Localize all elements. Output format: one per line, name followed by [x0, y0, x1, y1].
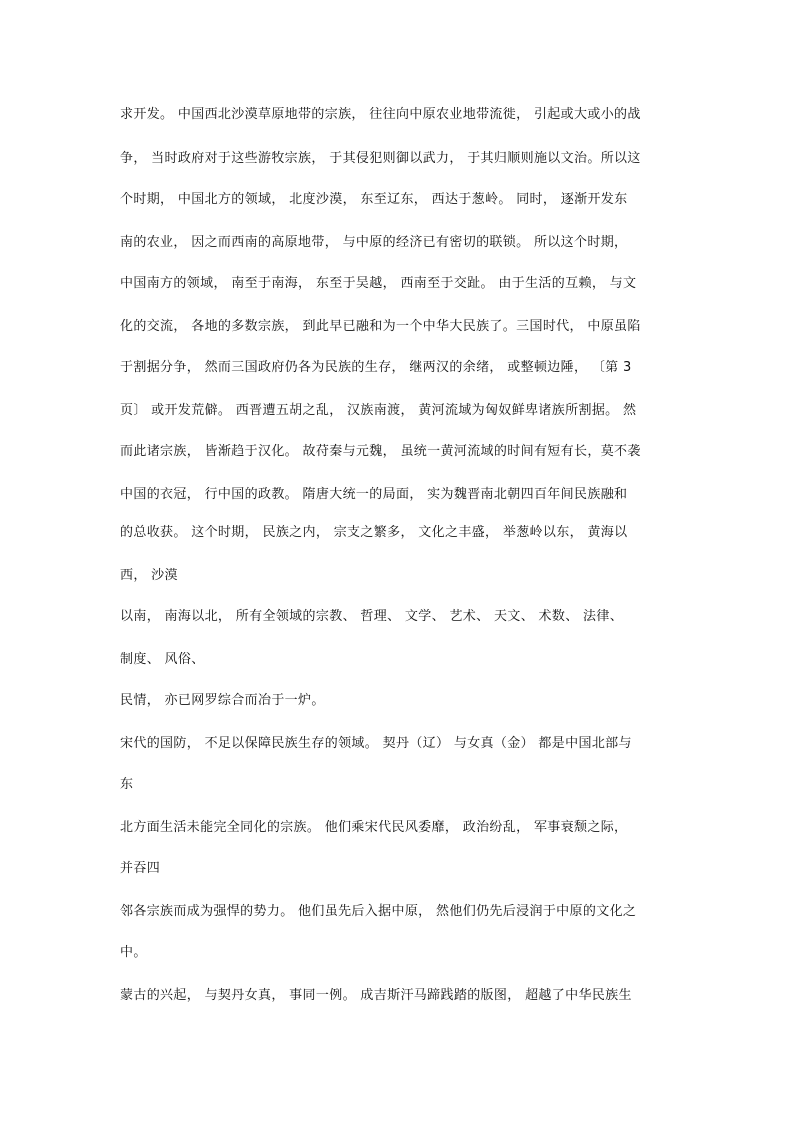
text-line: 个时期， 中国北方的领域， 北度沙漠， 东至辽东， 西达于葱岭。 同时， 逐渐开发东	[120, 192, 628, 207]
text-line: 以南， 南海以北， 所有全领域的宗教、 哲理、 文学、 艺术、 天文、 术数、 法律、	[120, 609, 624, 624]
text-line: 页〕 或开发荒僻。 西晋遭五胡之乱， 汉族南渡， 黄河流域为匈奴鲜卑诸族所割据。 然	[120, 403, 637, 418]
text-line: 中。	[120, 945, 147, 960]
text-line: 制度、 风俗、	[120, 652, 205, 667]
text-line: 的总收获。 这个时期， 民族之内， 宗支之繁多， 文化之丰盛， 举葱岭以东， 黄海以	[120, 525, 628, 540]
text-line: 北方面生活未能完全同化的宗族。 他们乘宋代民风委靡， 政治纷乱， 军事衰颓之际，	[120, 820, 628, 835]
text-line: 化的交流， 各地的多数宗族， 到此早已融和为一个中华大民族了。三国时代， 中原虽陷	[120, 319, 641, 334]
text-line: 争， 当时政府对于这些游牧宗族， 于其侵犯则御以武力， 于其归顺则施以文治。所以这	[120, 151, 641, 166]
text-line: 于割据分争， 然而三国政府仍各为民族的生存， 继两汉的余绪， 或整顿边陲， 〔第 3	[120, 360, 632, 375]
text-line: 中国南方的领域， 南至于南海， 东至于吴越， 西南至于交趾。 由于生活的互赖， 与文	[120, 276, 637, 291]
text-line: 民情， 亦已网罗综合而冶于一炉。	[120, 693, 325, 708]
text-line: 东	[120, 777, 134, 792]
text-line: 南的农业， 因之而西南的高原地带， 与中原的经济已有密切的联锁。 所以这个时期，	[120, 235, 628, 250]
text-line: 蒙古的兴起， 与契丹女真， 事同一例。 成吉斯汗马蹄践踏的版图， 超越了中华民族生	[120, 988, 632, 1003]
text-line: 宋代的国防， 不足以保障民族生存的领域。 契丹（辽） 与女真（金） 都是中国北部与	[120, 736, 632, 751]
text-line: 求开发。 中国西北沙漠草原地带的宗族， 往往向中原农业地带流徙， 引起或大或小的战	[120, 107, 641, 122]
text-line: 中国的衣冠， 行中国的政教。 隋唐大统一的局面， 实为魏晋南北朝四百年间民族融和	[120, 487, 628, 502]
text-line: 并吞四	[120, 861, 161, 876]
text-line: 西， 沙漠	[120, 568, 178, 583]
text-line: 邻各宗族而成为强悍的势力。 他们虽先后入据中原， 然他们仍先后浸润于中原的文化之	[120, 904, 637, 919]
text-line: 而此诸宗族， 皆渐趋于汉化。 故苻秦与元魏， 虽统一黄河流域的时间有短有长，莫不袭	[120, 444, 641, 459]
